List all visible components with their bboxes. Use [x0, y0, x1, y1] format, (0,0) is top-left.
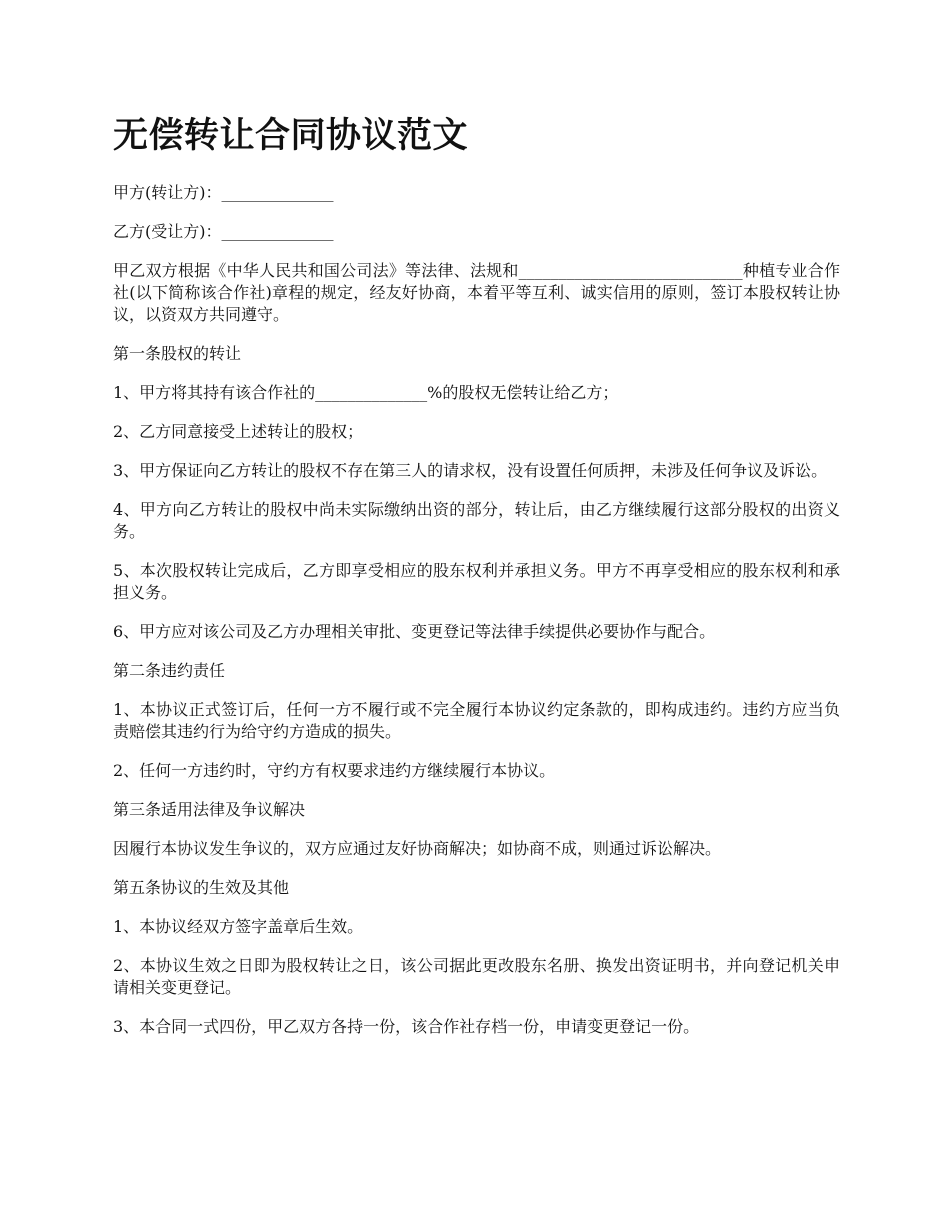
clause-3-1: 因履行本协议发生争议的，双方应通过友好协商解决；如协商不成，则通过诉讼解决。 — [113, 839, 722, 858]
document-title: 无偿转让合同协议范文 — [113, 115, 469, 156]
party-b-line: 乙方(受让方)：______________ — [113, 222, 334, 241]
clause-2-2: 2、任何一方违约时，守约方有权要求违约方继续履行本协议。 — [113, 761, 556, 780]
clause-1-5: 5、本次股权转让完成后，乙方即享受相应的股东权利并承担义务。甲方不再享受相应的股东权利和承担义务。 — [113, 561, 840, 602]
clause-1-3: 3、甲方保证向乙方转让的股权不存在第三人的请求权，没有设置任何质押，未涉及任何争议及诉讼。 — [113, 461, 828, 480]
clause-5-3: 3、本合同一式四份，甲乙双方各持一份，该合作社存档一份，申请变更登记一份。 — [113, 1017, 700, 1036]
clause-1-2: 2、乙方同意接受上述转让的股权； — [113, 422, 364, 441]
clause-1-1: 1、甲方将其持有该合作社的______________%的股权无偿转让给乙方； — [113, 383, 619, 402]
section-heading-breach: 第二条违约责任 — [113, 661, 226, 680]
clause-1-6: 6、甲方应对该公司及乙方办理相关审批、变更登记等法律手续提供必要协作与配合。 — [113, 622, 716, 641]
document-page — [113, 112, 840, 1055]
section-heading-law: 第三条适用法律及争议解决 — [113, 800, 306, 819]
clause-5-2: 2、本协议生效之日即为股权转让之日，该公司据此更改股东名册、换发出资证明书，并向登记机关申请相关变更登记。 — [113, 956, 840, 997]
preamble-paragraph: 甲乙双方根据《中华人民共和国公司法》等法律、法规和____________________________种植专业合作社(以下简称该合作社)章程的规定，经友好协商，本着平等互利、诚实信用的原则，签订本股权转让协议，以资双方共同遵守。 — [113, 261, 840, 324]
party-a-line: 甲方(转让方)：______________ — [113, 183, 334, 202]
clause-2-1: 1、本协议正式签订后，任何一方不履行或不完全履行本协议约定条款的，即构成违约。违约方应当负责赔偿其违约行为给守约方造成的损失。 — [113, 700, 840, 741]
clause-1-4: 4、甲方向乙方转让的股权中尚未实际缴纳出资的部分，转让后，由乙方继续履行这部分股权的出资义务。 — [113, 500, 840, 541]
section-heading-equity-transfer: 第一条股权的转让 — [113, 344, 242, 363]
section-heading-effect: 第五条协议的生效及其他 — [113, 878, 290, 897]
clause-5-1: 1、本协议经双方签字盖章后生效。 — [113, 917, 364, 936]
